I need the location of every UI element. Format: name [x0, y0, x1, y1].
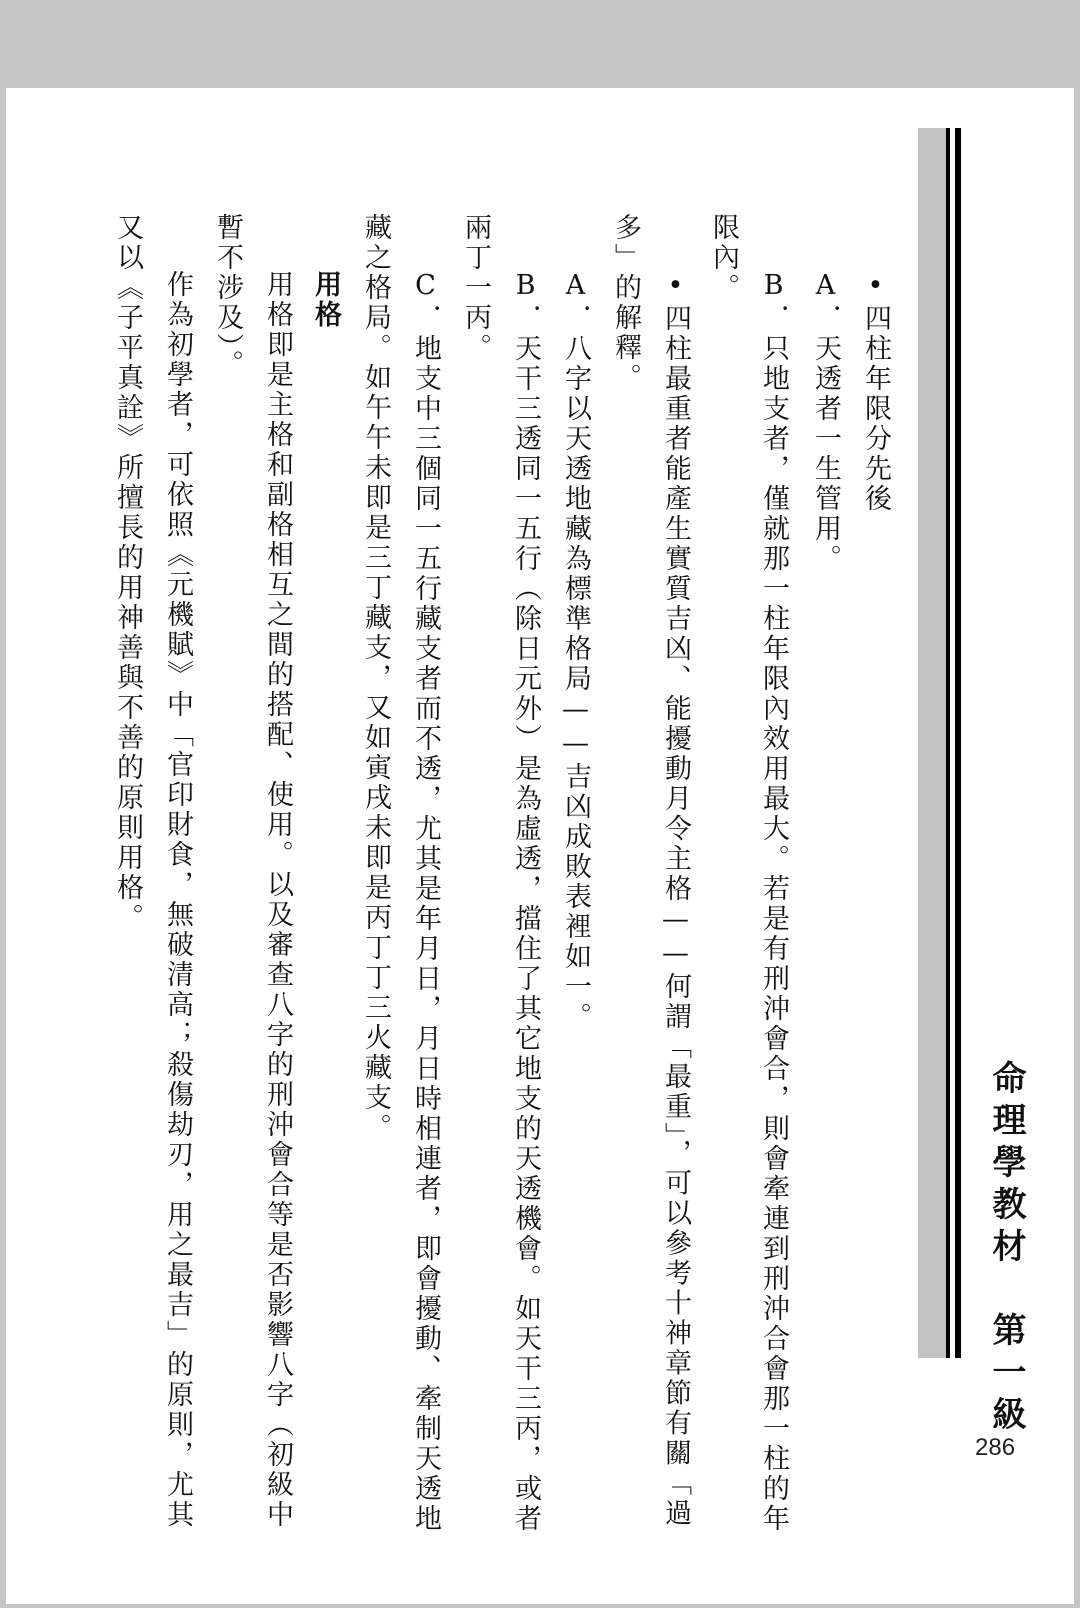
text-column: C．地支中三個同一五行藏支者而不透，尤其是年月日，月日時相連者，即會擾動、牽制天透地 [410, 270, 441, 1534]
text-column: B．只地支者，僅就那一柱年限內效用最大。若是有刑沖會合，則會牽連到刑沖合會那一柱的年 [758, 270, 789, 1534]
text-column: 暫不涉及）。 [212, 213, 243, 380]
text-column: 用格即是主格和副格相互之間的搭配、使用。以及審查八字的刑沖會合等是否影響八字（初級中 [262, 270, 293, 1530]
text-column: 限內。 [708, 213, 739, 303]
section-heading: 用格 [310, 270, 341, 330]
book-title: 命理學教材 第一級 [986, 1060, 1026, 1438]
header-rule-thin [946, 128, 950, 1358]
text-column: B．天干三透同一五行（除日元外）是為虛透，擋住了其它地支的天透機會。如天干三丙，或者 [510, 270, 541, 1534]
text-column: •四柱年限分先後 [860, 270, 891, 514]
page-number: 286 [975, 1434, 1016, 1461]
text-column: 藏之格局。如午午未即是三丁藏支，又如寅戌未即是丙丁丁三火藏支。 [360, 213, 391, 1143]
text-column: •四柱最重者能產生實質吉凶、能擾動月令主格——何謂「最重」，可以參考十神章節有關「過 [660, 270, 691, 1529]
header-bar [918, 128, 946, 1358]
text-column: 兩丁一丙。 [460, 213, 491, 363]
text-column: 又以《子平真詮》所擅長的用神善與不善的原則用格。 [112, 213, 143, 933]
text-column: 作為初學者，可依照《元機賦》中「官印財食，無破清高；殺傷劫刃，用之最吉」的原則，尤其 [162, 270, 193, 1530]
text-column: A．天透者一生管用。 [810, 270, 841, 574]
text-column: 多」的解釋。 [610, 213, 641, 393]
header-rule-thick [955, 128, 961, 1358]
text-column: A．八字以天透地藏為標準格局——吉凶成敗表裡如一。 [560, 270, 591, 1032]
